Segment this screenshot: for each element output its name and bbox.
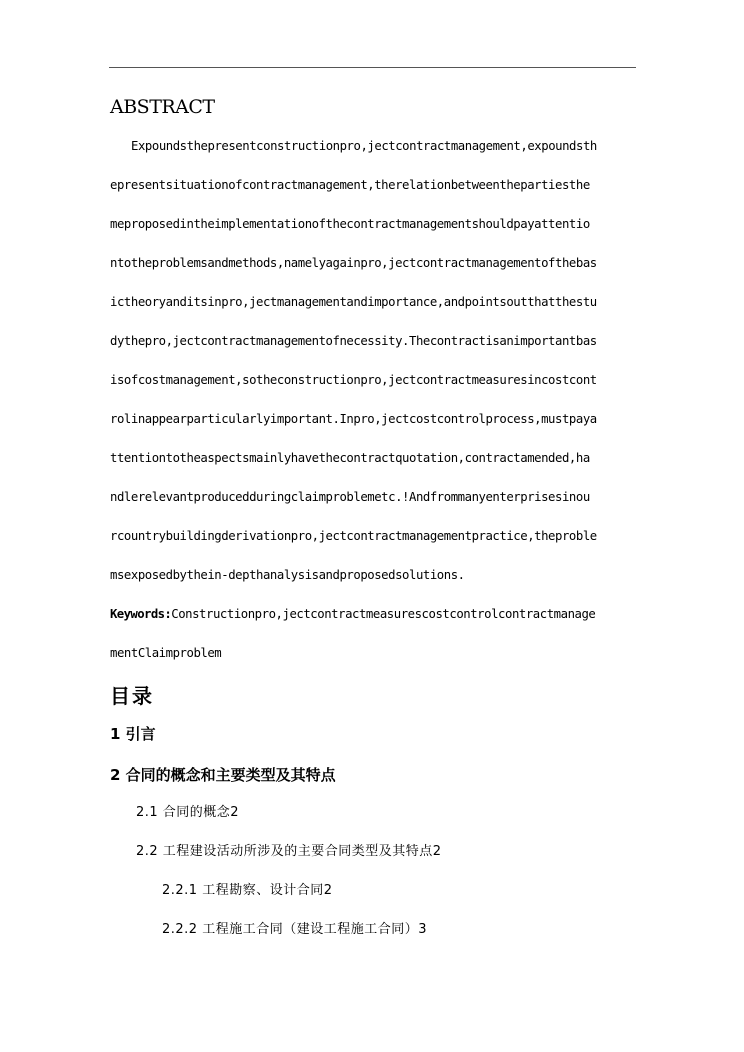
abstract-line-11: rcountrybuildingderivationpro,jectcontractmanagementpractice,theproble (110, 529, 597, 543)
abstract-line-8: rolinappearparticularlyimportant.Inpro,jectcostcontrolprocess,mustpaya (110, 412, 597, 426)
toc-entry-2-2-1: 2.2.1 工程勘察、设计合同2 (162, 883, 333, 898)
toc-entry-2-2-2: 2.2.2 工程施工合同（建设工程施工合同）3 (162, 922, 427, 937)
abstract-line-5: ictheoryanditsinpro,jectmanagementandimportance,andpointsoutthatthestu (110, 295, 597, 309)
abstract-line-6: dythepro,jectcontractmanagementofnecessity.Thecontractisanimportantbas (110, 334, 597, 348)
toc-heading: 目录 (110, 684, 154, 708)
keywords-text: Constructionpro,jectcontractmeasurescostcontrolcontractmanage (171, 607, 596, 621)
toc-chapter-2: 2 合同的概念和主要类型及其特点 (110, 766, 336, 784)
abstract-line-9: ttentiontotheaspectsmainlyhavethecontractquotation,contractamended,ha (110, 451, 590, 465)
abstract-line-7: isofcostmanagement,sotheconstructionpro,jectcontractmeasuresincostcont (110, 373, 597, 387)
toc-entry-2-1: 2.1 合同的概念2 (136, 805, 240, 820)
toc-chapter-1: 1 引言 (110, 725, 156, 743)
abstract-line-4: ntotheproblemsandmethods,namelyagainpro,jectcontractmanagementofthebas (110, 256, 597, 270)
keywords-line-2: mentClaimproblem (110, 646, 222, 660)
header-rule (109, 67, 636, 68)
abstract-heading: ABSTRACT (110, 96, 215, 118)
abstract-line-3: meproposedintheimplementationofthecontractmanagementshouldpayattentio (110, 217, 590, 231)
toc-entry-2-2: 2.2 工程建设活动所涉及的主要合同类型及其特点2 (136, 844, 442, 859)
abstract-line-10: ndlerelevantproducedduringclaimproblemetc.!Andfrommanyenterprisesinou (110, 490, 590, 504)
abstract-line-12: msexposedbythein-depthanalysisandproposedsolutions. (110, 568, 465, 582)
keywords-line-1 (110, 607, 595, 621)
abstract-line-2: epresentsituationofcontractmanagement,therelationbetweenthepartiesthe (110, 178, 590, 192)
abstract-line-1: Expoundsthepresentconstructionpro,jectcontractmanagement,expoundsth (131, 139, 597, 153)
keywords-label: Keywords: (110, 607, 172, 621)
